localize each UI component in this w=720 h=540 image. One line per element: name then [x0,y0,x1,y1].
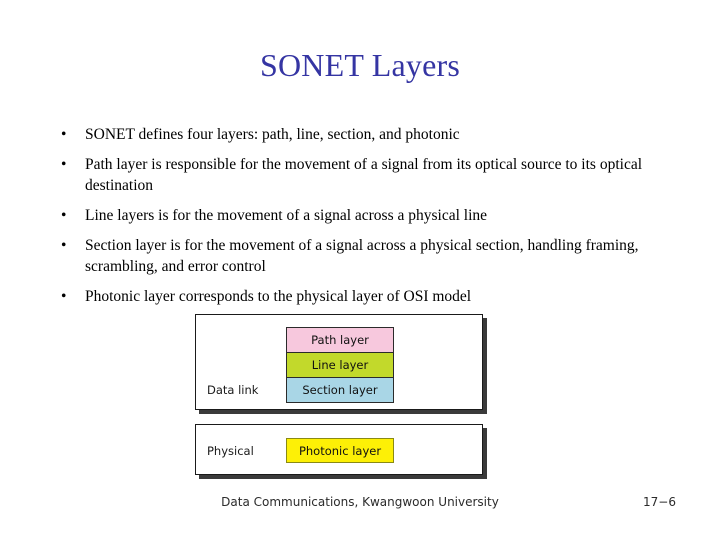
bullet-marker-icon: • [61,237,67,254]
page-title: SONET Layers [260,47,460,83]
bullet-marker-icon: • [61,288,67,305]
bullet-item [55,286,665,307]
bullet-item [55,124,665,145]
bullet-item [55,205,665,226]
bullet-marker-icon: • [61,156,67,173]
bullet-text: Line layers is for the movement of a signal across a physical line [85,207,488,224]
bullet-text: Photonic layer corresponds to the physical layer of OSI model [85,288,472,305]
bullet-list [55,124,665,316]
bullet-marker-icon: • [61,126,67,143]
physical-group-box [195,424,483,475]
footer-course-label: Data Communications, Kwangwoon University [221,495,499,509]
sonet-layers-diagram [195,314,487,479]
layer-box-path: Path layer [286,327,394,353]
bullet-item [55,154,665,196]
data-link-group-label: Data link [207,383,259,397]
data-link-layer-stack [286,327,394,403]
bullet-text: Section layer is for the movement of a signal across a physical section, handling framing, scrambling, and error control [85,237,639,275]
data-link-group-box [195,314,483,410]
layer-box-photonic: Photonic layer [286,438,394,463]
layer-box-section: Section layer [286,377,394,403]
physical-group-label: Physical [207,444,254,458]
footer-page-number: 17−6 [643,495,676,509]
layer-box-line: Line layer [286,352,394,378]
bullet-text: SONET defines four layers: path, line, section, and photonic [85,126,460,143]
slide-footer [0,495,720,515]
bullet-marker-icon: • [61,207,67,224]
bullet-text: Path layer is responsible for the movement of a signal from its optical source to its optical destination [85,156,643,194]
bullet-item [55,235,665,277]
